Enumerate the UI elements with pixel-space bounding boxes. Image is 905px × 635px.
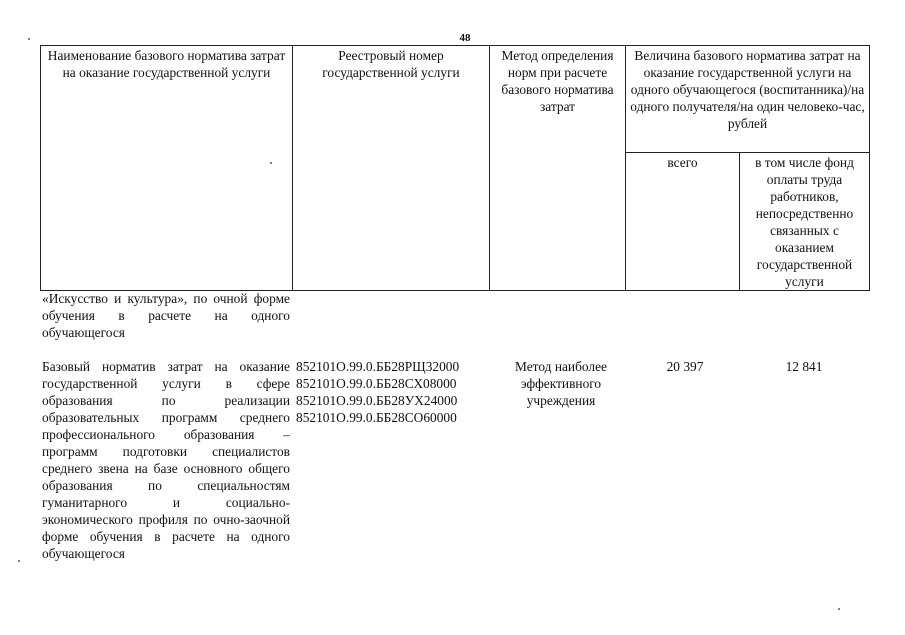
row-wage-fund: 12 841: [785, 359, 823, 374]
registry-code: 852101О.99.0.ББ28УХ24000: [296, 393, 458, 408]
header-wage: в том числе фонд оплаты труда работников, непосредственно связанных с оказанием государственной услуги: [755, 155, 854, 289]
header-method: Метод определения норм при расчете базового норматива затрат: [501, 48, 614, 114]
scan-speck: [838, 608, 840, 610]
registry-code: 852101О.99.0.ББ28СО60000: [296, 410, 457, 425]
header-method-cell: [490, 46, 626, 291]
row-name: Базовый норматив затрат на оказание государственной услуги в сфере образования по реализации образовательных программ среднего профессионального образования – программ подготовки специалистов среднего звена на базе основного общего образования по специальностям гуманитарного и социально-экономического профиля по очно-заочной форме обучения в расчете на одного обучающегося: [42, 359, 290, 561]
header-total-cell: [626, 153, 740, 291]
scan-speck: [28, 38, 30, 40]
page-number: 48: [459, 32, 471, 44]
row-total: 20 397: [666, 359, 704, 374]
registry-code: 852101О.99.0.ББ28СХ08000: [296, 376, 457, 391]
row-method: Метод наиболее эффективного учреждения: [515, 359, 607, 408]
header-value: Величина базового норматива затрат на оказание государственной услуги на одного обучающегося (воспитанника)/на одного получателя/на один человеко-час, рублей: [630, 48, 865, 131]
header-value-cell: [626, 46, 870, 153]
header-total: всего: [667, 155, 698, 170]
registry-codes: [296, 358, 486, 426]
header-name-cell: [41, 46, 293, 291]
header-wage-cell: [740, 153, 870, 291]
registry-code: 852101О.99.0.ББ28РЩ32000: [296, 359, 460, 374]
header-registry: Реестровый номер государственной услуги: [322, 48, 460, 80]
section-title: «Искусство и культура», по очной форме обучения в расчете на одного обучающегося: [42, 291, 290, 340]
scan-speck: [18, 560, 20, 562]
header-name: Наименование базового норматива затрат на оказание государственной услуги: [47, 48, 286, 80]
scan-speck: [270, 162, 272, 164]
norm-table-header: [40, 45, 870, 291]
header-registry-cell: [293, 46, 490, 291]
